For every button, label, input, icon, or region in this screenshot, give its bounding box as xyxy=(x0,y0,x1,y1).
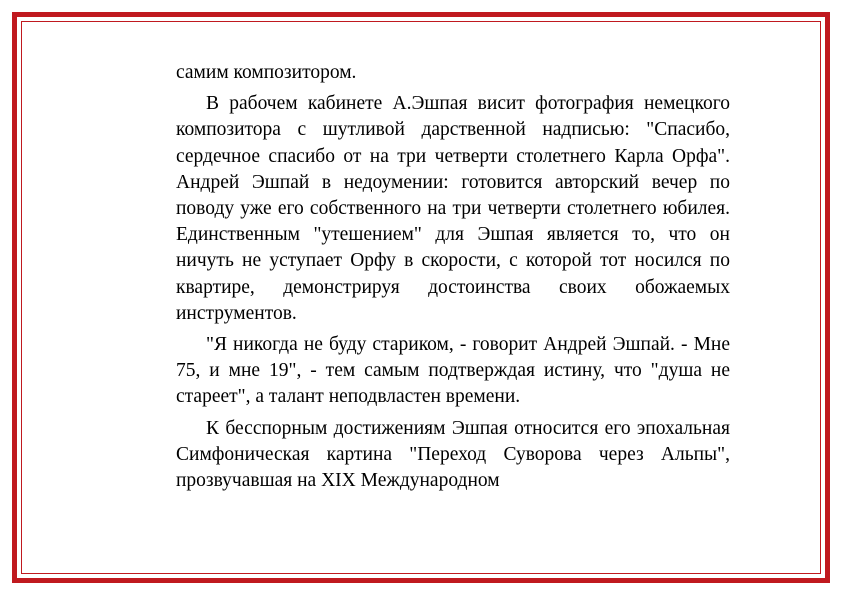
paragraph-orff-photo: В рабочем кабинете А.Эшпая висит фотография немецкого композитора с шутливой дарственной надписью: "Спасибо, сердечное спасибо от на три четверти столетнего Карла Орфа". Андрей Эшпай в недоумении: готовится авторский вечер по поводу уже его собственного на три четверти столетнего юбилея. Единственным "утешением" для Эшпая является то, что он ничуть не уступает Орфу в скорости, с которой тот носился по квартире, демонстрируя достоинства своих обожаемых инструментов. xyxy=(176,93,730,324)
paragraph-achievements: К бесспорным достижениям Эшпая относится его эпохальная Симфоническая картина "Переход Суворова через Альпы", прозвучавшая на XIX Международном xyxy=(176,417,730,492)
paragraph-continuation: самим композитором. xyxy=(176,62,357,83)
paragraph-quote: "Я никогда не буду стариком, - говорит Андрей Эшпай. - Мне 75, и мне 19", - тем самым подтверждая истину, что "душа не стареет", а талант неподвластен времени. xyxy=(176,334,730,408)
body-text xyxy=(176,60,730,499)
